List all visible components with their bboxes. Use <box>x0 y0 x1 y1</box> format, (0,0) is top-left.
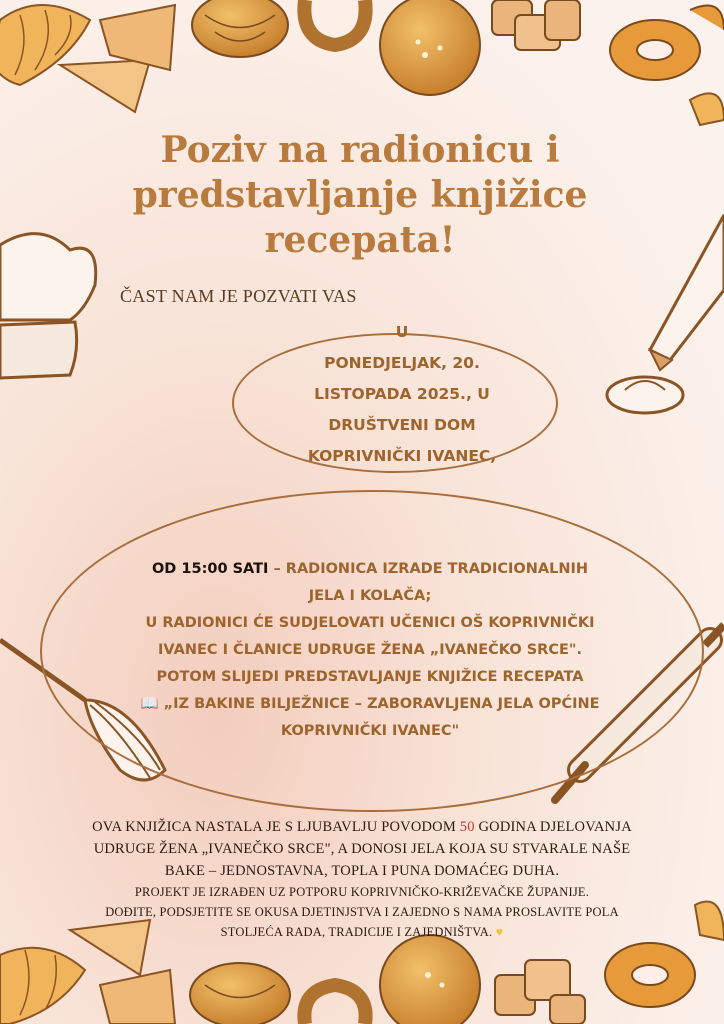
program-line-text: „IZ BAKINE BILJEŽNICE – ZABORAVLJENA JELA OPĆINE <box>163 696 600 712</box>
event-info-line: KOPRIVNIČKI IVANEC, <box>307 447 497 465</box>
event-info <box>262 317 542 472</box>
chef-hat-icon <box>0 234 96 378</box>
title-line: Poziv na radionicu i <box>160 129 560 171</box>
pretzel-icon <box>304 0 365 45</box>
program-line <box>100 556 640 583</box>
description-line: BAKE – JEDNOSTAVNA, TOPLA I PUNA DOMAĆEG DUHA. <box>164 863 560 879</box>
bun-icon <box>190 963 290 1024</box>
anniversary-number: 50 <box>459 819 475 835</box>
yellow-heart-icon: ♥ <box>495 925 504 939</box>
event-info-line: U <box>395 323 409 341</box>
description-line: DOĐITE, PODSJETITE SE OKUSA DJETINJSTVA I ZAJEDNO S NAMA PROSLAVITE POLA <box>105 905 619 919</box>
description-line: PROJEKT JE IZRAĐEN UZ POTPORU KOPRIVNIČKO-KRIŽEVAČKE ŽUPANIJE. <box>134 885 590 899</box>
round-bread-icon <box>380 0 480 95</box>
description-line: UDRUGE ŽENA „IVANEČKO SRCE", A DONOSI JELA KOJA SU STVARALE NAŠE <box>93 841 631 857</box>
program-line: JELA I KOLAČA; <box>308 588 432 604</box>
program-line: POTOM SLIJEDI PREDSTAVLJANJE KNJIŽICE RECEPATA <box>156 669 584 685</box>
open-book-icon: 📖 <box>140 696 159 712</box>
event-info-line: DRUŠTVENI DOM <box>328 416 476 434</box>
description <box>30 816 694 942</box>
bun-icon <box>192 0 288 57</box>
bagel-icon <box>605 943 695 1007</box>
round-bread-icon <box>380 935 480 1024</box>
program-line-text: – RADIONICA IZRADE TRADICIONALNIH <box>268 561 588 577</box>
title-line: predstavljanje knjižice <box>132 174 588 216</box>
event-info-line: LISTOPADA 2025., U <box>314 385 490 403</box>
program-line: U RADIONICI ĆE SUDJELOVATI UČENICI OŠ KOPRIVNIČKI <box>145 615 595 631</box>
biscotti-icon <box>495 960 585 1024</box>
description-line <box>30 816 694 838</box>
description-text: OVA KNJIŽICA NASTALA JE S LJUBAVLJU POVODOM <box>92 819 460 835</box>
event-info-line: PONEDJELJAK, 20. <box>324 354 480 372</box>
program-time: OD 15:00 SATI <box>151 561 269 577</box>
honor-text: ČAST NAM JE POZVATI VAS <box>120 286 357 306</box>
description-text: STOLJEĆA RADA, TRADICIJE I ZAJEDNIŠTVA. <box>220 925 493 939</box>
bagel-icon <box>610 6 724 81</box>
piping-bag-icon <box>607 215 724 413</box>
biscotti-icon <box>492 0 580 50</box>
title-line: recepata! <box>264 219 456 261</box>
program-info <box>100 556 640 745</box>
description-text: GODINA DJELOVANJA <box>474 819 632 835</box>
croissant-icon <box>0 948 85 1024</box>
program-line: IVANEC I ČLANICE UDRUGE ŽENA „IVANEČKO SRCE". <box>158 642 582 658</box>
program-line <box>100 691 640 718</box>
page-title <box>100 128 620 263</box>
description-line <box>30 922 694 942</box>
program-line: KOPRIVNIČKI IVANEC" <box>280 723 460 739</box>
pretzel-icon <box>304 985 365 1024</box>
